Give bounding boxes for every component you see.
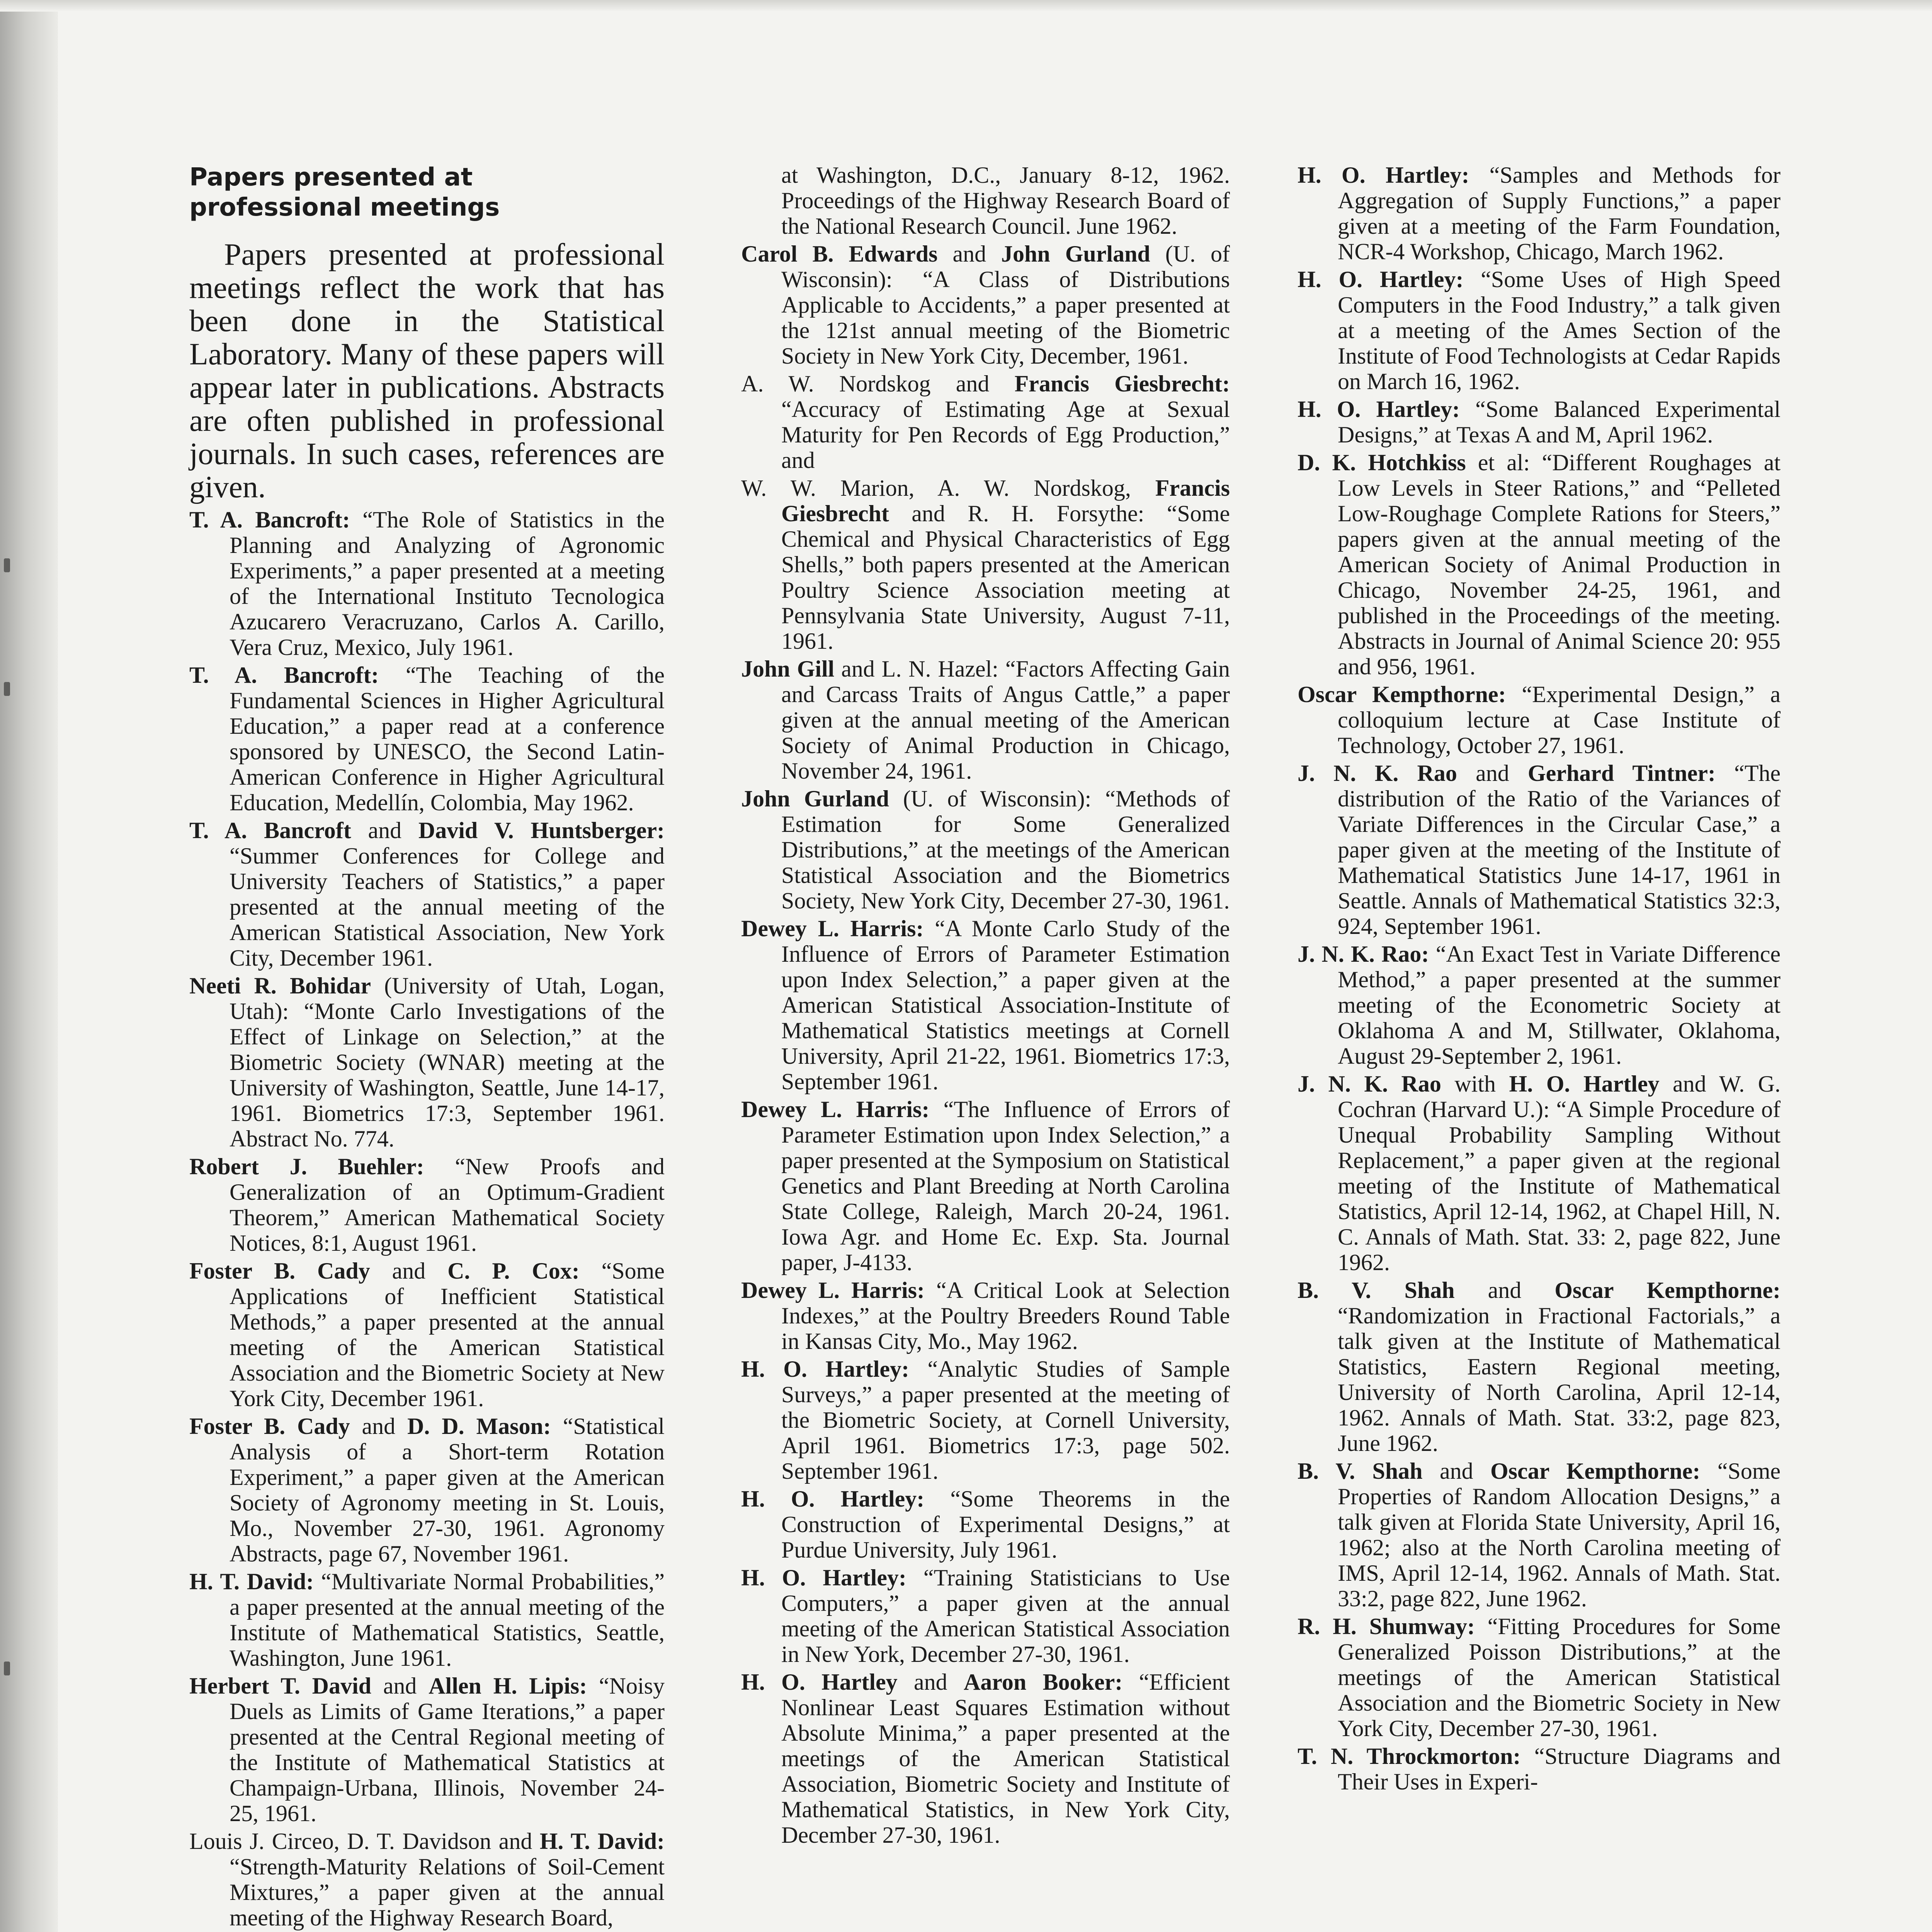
citation-entry [1298,760,1781,939]
citation-author: C. P. Cox: [447,1258,580,1284]
citation-entry [189,1828,665,1930]
section-title [189,162,665,223]
column-left [189,162,665,1932]
section-title-line-1: Papers presented at [189,163,473,192]
citation-author: H. O. Hartley: [1298,162,1469,188]
citation-author: H. O. Hartley: [1298,267,1464,292]
citation-text: “New Proofs and Generalization of an Optimum-Gradient Theorem,” American Mathematical Society Notices, 8:1, August 1961. [230,1154,665,1256]
citation-text: and [897,1669,964,1695]
citation-author: Dewey L. Harris: [741,916,924,941]
citation-author: John Gurland [1001,241,1150,267]
citation-text: A. W. Nordskog and [741,371,1015,396]
citation-text: “The Teaching of the Fundamental Sciences in Higher Agricultural Education,” a paper read at a conference sponsored by UNESCO, the Second Latin-American Conference in Higher Agricultural Education, Medellín, Colombia, May 1962. [230,662,665,815]
citation-text: and [1457,760,1528,786]
citation-entry [189,507,665,660]
citation-entry [189,662,665,815]
citation-text: “The Influence of Errors of Parameter Estimation upon Index Selection,” a paper presented at the Symposium on Statistical Genetics and Plant Breeding at North Carolina State College, Raleigh, March 20-24, 1961. Iowa Agr. and Home Ec. Exp. Sta. Journal paper, J-4133. [781,1097,1230,1275]
citation-text: (University of Utah, Logan, Utah): “Monte Carlo Investigations of the Effect of Linkage on Selection,” at the Biometric Society (WNAR) meeting at the University of Washington, Seattle, June 14-17, 1961. Biometrics 17:3, September 1961. Abstract No. 774. [230,973,665,1151]
citation-entry [189,1413,665,1566]
citation-text: “Some Balanced Experimental Designs,” at Texas A and M, April 1962. [1338,396,1781,447]
citation-text: “The distribution of the Ratio of the Variances of Variate Differences in the Circular Case,” a paper given at the meeting of the Institute of Mathematical Statistics June 14-17, 1961 in Seattle. Annals of Mathematical Statistics 32:3, 924, September 1961. [1338,760,1781,939]
citation-author: H. O. Hartley [1509,1071,1660,1097]
citation-entry [741,656,1230,784]
citation-text: “Experimental Design,” a colloquium lecture at Case Institute of Technology, October 27, 1961. [1338,682,1781,758]
citation-text: “Training Statisticians to Use Computers,” a paper given at the annual meeting of the American Statistical Association in New York, December 27-30, 1961. [781,1565,1230,1667]
citation-text: (U. of Wisconsin): “A Class of Distributions Applicable to Accidents,” a paper presented at the 121st annual meeting of the Biometric Society in New York City, December, 1961. [781,241,1230,369]
citation-text: “Structure Diagrams and Their Uses in Experi- [1338,1743,1781,1794]
citation-entry [1298,941,1781,1069]
citation-author: Francis Giesbrecht: [1014,371,1230,396]
citation-text: “Analytic Studies of Sample Surveys,” a paper presented at the meeting of the Biometric Society, at Cornell University, April 1961. Biometrics 17:3, page 502. September 1961. [781,1356,1230,1484]
citation-text: and [371,1673,429,1699]
citation-author: Dewey L. Harris: [741,1097,930,1122]
citation-entry [741,1486,1230,1563]
citation-author: Robert J. Buehler: [189,1154,424,1179]
citation-author: R. H. Shumway: [1298,1614,1475,1639]
citation-text: with [1441,1071,1509,1097]
citation-author: Allen H. Lipis: [429,1673,587,1699]
citation-text: “Some Properties of Random Allocation Designs,” a talk given at Florida State University, April 16, 1962; also at the North Carolina meeting of IMS, April 12-14, 1962. Annals of Math. Stat. 33:2, page 822, June 1962. [1338,1458,1781,1611]
citation-text: et al: “Different Roughages at Low Levels in Steer Rations,” and “Pelleted Low-Roughage Complete Rations for Steers,” papers given at the annual meeting of the American Society of Animal Production in Chicago, November 24-25, 1961, and published in the Proceedings of the meeting. Abstracts in Journal of Animal Science 20: 955 and 956, 1961. [1338,450,1781,679]
citation-text: “An Exact Test in Variate Difference Method,” a paper presented at the summer meeting of the Econometric Society at Oklahoma A and M, Stillwater, Oklahoma, August 29-September 2, 1961. [1338,941,1781,1069]
citation-text: “Efficient Nonlinear Least Squares Estimation without Absolute Minima,” a paper presented at the meetings of the American Statistical Association, Biometric Society and Institute of Mathematical Statistics, in New York City, December 27-30, 1961. [781,1669,1230,1848]
page-binding-shadow [0,0,58,1932]
citation-entry [741,162,1230,239]
citation-entry [1298,1071,1781,1275]
citation-author: Aaron Booker: [963,1669,1123,1695]
citation-entry [1298,1277,1781,1456]
citation-text: “Some Applications of Inefficient Statistical Methods,” a paper presented at the annual meeting of the American Statistical Association and the Biometric Society at New York City, December 1961. [230,1258,665,1411]
citation-text: and W. G. Cochran (Harvard U.): “A Simple Procedure of Unequal Probability Sampling Without Replacement,” a paper given at the regional meeting of the Institute of Mathematical Statistics, April 12-14, 1962, at Chapel Hill, N. C. Annals of Math. Stat. 33: 2, page 822, June 1962. [1338,1071,1781,1275]
citation-entry [189,1154,665,1256]
citation-entry [741,1669,1230,1848]
citation-author: H. T. David: [539,1828,665,1854]
citation-author: H. O. Hartley: [741,1565,906,1590]
citation-author: Francis Giesbrecht [781,475,1230,526]
citation-author: B. V. Shah [1298,1458,1423,1484]
citation-text: “Strength-Maturity Relations of Soil-Cement Mixtures,” a paper given at the annual meeting of the Highway Research Board, [230,1854,665,1930]
citation-entry [741,241,1230,369]
citation-text: and [370,1258,448,1284]
citation-text: at Washington, D.C., January 8-12, 1962. Proceedings of the Highway Research Board of the National Research Council. June 1962. [781,162,1230,239]
citation-author: Carol B. Edwards [741,241,938,267]
citation-text: “Randomization in Fractional Factorials,” a talk given at the Institute of Mathematical Statistics, Eastern Regional meeting, University of North Carolina, April 12-14, 1962. Annals of Math. Stat. 33:2, page 823, June 1962. [1338,1303,1781,1456]
citation-text: (U. of Wisconsin): “Methods of Estimation for Some Generalized Distributions,” at the meetings of the American Statistical Association and the Biometrics Society, New York City, December 27-30, 1961. [781,786,1230,913]
citation-text: Louis J. Circeo, D. T. Davidson and [189,1828,540,1854]
citation-entry [1298,396,1781,447]
citation-text: and [1422,1458,1491,1484]
citation-text: “Multivariate Normal Probabilities,” a paper presented at the annual meeting of the Institute of Mathematical Statistics, Seattle, Washington, June 1961. [230,1569,665,1671]
margin-mark [4,682,10,696]
citation-text: “A Monte Carlo Study of the Influence of Errors of Parameter Estimation upon Index Selection,” a paper given at the American Statistical Association-Institute of Mathematical Statistics meetings at Cornell University, April 21-22, 1961. Biometrics 17:3, September 1961. [781,916,1230,1094]
citation-author: J. N. K. Rao: [1298,941,1429,967]
citation-author: Foster B. Cady [189,1258,370,1284]
citation-text: “Statistical Analysis of a Short-term Rotation Experiment,” a paper given at the American Society of Agronomy meeting in St. Louis, Mo., November 27-30, 1961. Agronomy Abstracts, page 67, November 1961. [230,1413,665,1566]
citation-text: “A Critical Look at Selection Indexes,” at the Poultry Breeders Round Table in Kansas City, Mo., May 1962. [781,1277,1230,1354]
citation-text: and [351,818,418,843]
citation-author: H. O. Hartley: [741,1356,909,1382]
citation-entry [1298,1458,1781,1611]
citation-entry [189,973,665,1151]
citation-entry [1298,1614,1781,1741]
citation-entry [189,818,665,971]
citation-text: and L. N. Hazel: “Factors Affecting Gain and Carcass Traits of Angus Cattle,” a paper given at the annual meeting of the American Society of Animal Production in Chicago, November 24, 1961. [781,656,1230,784]
citation-author: T. A. Bancroft: [189,507,350,532]
citation-list-middle [741,162,1230,1848]
intro-paragraph: Papers presented at professional meetings reflect the work that has been done in the Statistical Laboratory. Many of these papers will appear later in publications. Abstracts are often published in professional journals. In such cases, references are given. [189,238,665,504]
citation-author: H. O. Hartley: [741,1486,925,1512]
citation-entry [1298,162,1781,264]
citation-text: “Summer Conferences for College and University Teachers of Statistics,” a paper presented at the annual meeting of the American Statistical Association, New York City, December 1961. [230,843,665,971]
citation-text: and [937,241,1002,267]
citation-author: T. A. Bancroft [189,818,351,843]
margin-mark [4,558,10,572]
page-top-edge [0,0,1932,12]
citation-list-right [1298,162,1781,1794]
citation-author: H. O. Hartley: [1298,396,1460,422]
citation-author: Herbert T. David [189,1673,371,1699]
citation-text: “The Role of Statistics in the Planning and Analyzing of Agronomic Experiments,” a paper presented at a meeting of the International Instituto Tecnologica Azucarero Veracruzano, Carlos A. Carillo, Vera Cruz, Mexico, July 1961. [230,507,665,660]
citation-author: D. K. Hotchkiss [1298,450,1466,475]
column-middle [741,162,1230,1850]
citation-entry [189,1258,665,1411]
citation-entry [741,1097,1230,1275]
citation-entry [1298,682,1781,758]
citation-author: J. N. K. Rao [1298,1071,1441,1097]
citation-text: “Some Uses of High Speed Computers in the Food Industry,” a talk given at a meeting of the Ames Section of the Institute of Food Technologists at Cedar Rapids on March 16, 1962. [1338,267,1781,394]
section-title-line-2: professional meetings [189,193,500,222]
citation-entry [741,916,1230,1094]
citation-entry [189,1673,665,1826]
citation-author: Neeti R. Bohidar [189,973,371,998]
column-right [1298,162,1781,1797]
citation-author: H. O. Hartley [741,1669,898,1695]
citation-author: John Gurland [741,786,889,811]
citation-text: and [1454,1277,1555,1303]
citation-author: Oscar Kempthorne: [1490,1458,1701,1484]
citation-author: B. V. Shah [1298,1277,1455,1303]
citation-entry [741,475,1230,654]
citation-text: “Accuracy of Estimating Age at Sexual Maturity for Pen Records of Egg Production,” and [781,396,1230,473]
citation-author: Oscar Kempthorne: [1554,1277,1781,1303]
citation-author: J. N. K. Rao [1298,760,1457,786]
citation-entry [741,1565,1230,1667]
citation-text: and [350,1413,408,1439]
citation-text: W. W. Marion, A. W. Nordskog, [741,475,1155,501]
citation-entry [741,786,1230,913]
citation-author: Gerhard Tintner: [1527,760,1716,786]
citation-author: T. A. Bancroft: [189,662,379,688]
citation-author: Foster B. Cady [189,1413,350,1439]
citation-entry [741,1277,1230,1354]
citation-entry [1298,267,1781,394]
citation-text: “Some Theorems in the Construction of Experimental Designs,” at Purdue University, July 1961. [781,1486,1230,1563]
citation-entry [741,1356,1230,1484]
citation-author: Dewey L. Harris: [741,1277,925,1303]
margin-mark [4,1662,10,1675]
citation-author: David V. Huntsberger: [418,818,665,843]
citation-entry [189,1569,665,1671]
citation-entry [1298,450,1781,679]
citation-text: “Noisy Duels as Limits of Game Iterations,” a paper presented at the Central Regional meeting of the Institute of Mathematical Statistics at Champaign-Urbana, Illinois, November 24-25, 1961. [230,1673,665,1826]
citation-author: H. T. David: [189,1569,314,1594]
citation-author: T. N. Throckmorton: [1298,1743,1521,1769]
citation-text: “Samples and Methods for Aggregation of Supply Functions,” a paper given at a meeting of the Farm Foundation, NCR-4 Workshop, Chicago, March 1962. [1338,162,1781,264]
citation-author: D. D. Mason: [407,1413,551,1439]
citation-entry [741,371,1230,473]
citation-text: and R. H. Forsythe: “Some Chemical and Physical Characteristics of Egg Shells,” both papers presented at the American Poultry Science Association meeting at Pennsylvania State University, August 7-11, 1961. [781,501,1230,654]
citation-text: “Fitting Procedures for Some Generalized Poisson Distributions,” at the meetings of the American Statistical Association and the Biometric Society in New York City, December 27-30, 1961. [1338,1614,1781,1741]
citation-author: Oscar Kempthorne: [1298,682,1506,707]
citation-list-left [189,507,665,1930]
citation-author: John Gill [741,656,835,682]
citation-entry [1298,1743,1781,1794]
